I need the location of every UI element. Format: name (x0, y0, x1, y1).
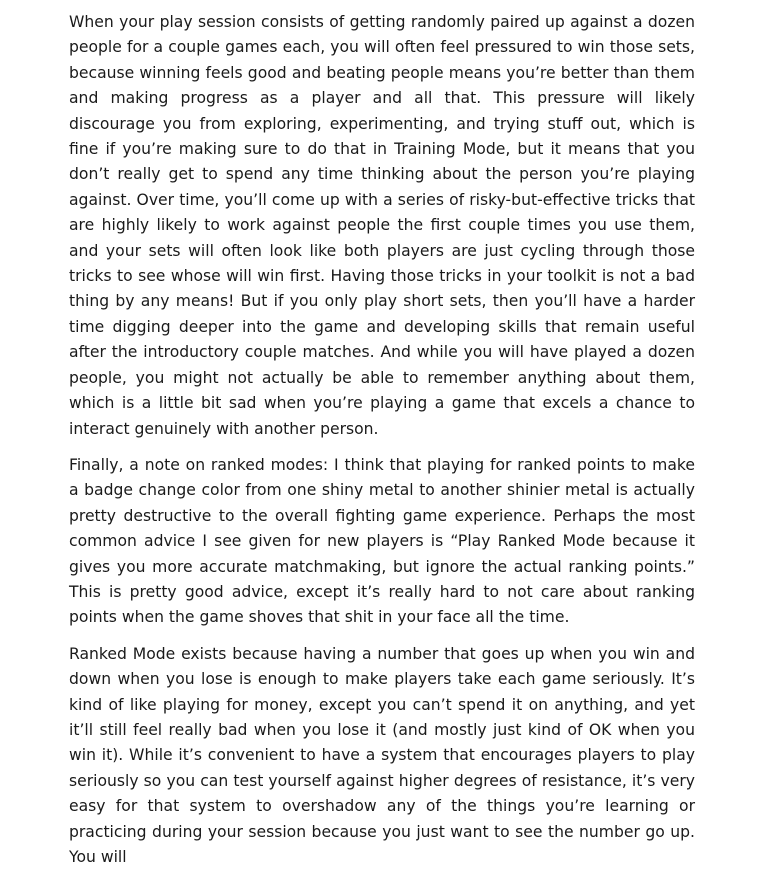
paragraph-ranked-mode-exists: Ranked Mode exists because having a number that goes up when you win and down when you lose is enough to make players take each game seriously. It’s kind of like playing for money, except you can’t spend it on anything, and yet it’ll still feel really bad when you lose it (and mostly just kind of OK when you win it). While it’s convenient to have a system that encourages players to play seriously so you can test yourself against higher degrees of resistance, it’s very easy for that system to overshadow any of the things you’re learning or practicing during your session because you just want to see the number go up. You will (69, 644, 695, 866)
paragraph-ranked-modes-note: Finally, a note on ranked modes: I think that playing for ranked points to make a badge change color from one shiny metal to another shinier metal is actually pretty destructive to the overall fighting game experience. Perhaps the most common advice I see given for new players is “Play Ranked Mode because it gives you more accurate matchmaking, but ignore the actual ranking points.” This is pretty good advice, except it’s really hard to not care about ranking points when the game shoves that shit in your face all the time. (69, 455, 695, 627)
article-body (69, 10, 695, 870)
paragraph-play-session: When your play session consists of getting randomly paired up against a dozen people for a couple games each, you will often feel pressured to win those sets, because winning feels good and beating people means you’re better than them and making progress as a player and all that. This pressure will likely discourage you from exploring, experimenting, and trying stuff out, which is fine if you’re making sure to do that in Training Mode, but it means that you don’t really get to spend any time thinking about the person you’re playing against. Over time, you’ll come up with a series of risky-but-effective tricks that are highly likely to work against people the first couple times you use them, and your sets will often look like both players are just cycling through those tricks to see whose will win first. Having those tricks in your toolkit is not a bad thing by any means! But if you only play short sets, then you’ll have a harder time digging deeper into the game and developing skills that remain useful after the introductory couple matches. And while you will have played a dozen people, you might not actually be able to remember anything about them, which is a little bit sad when you’re playing a game that excels a chance to interact genuinely with another person. (69, 13, 695, 438)
